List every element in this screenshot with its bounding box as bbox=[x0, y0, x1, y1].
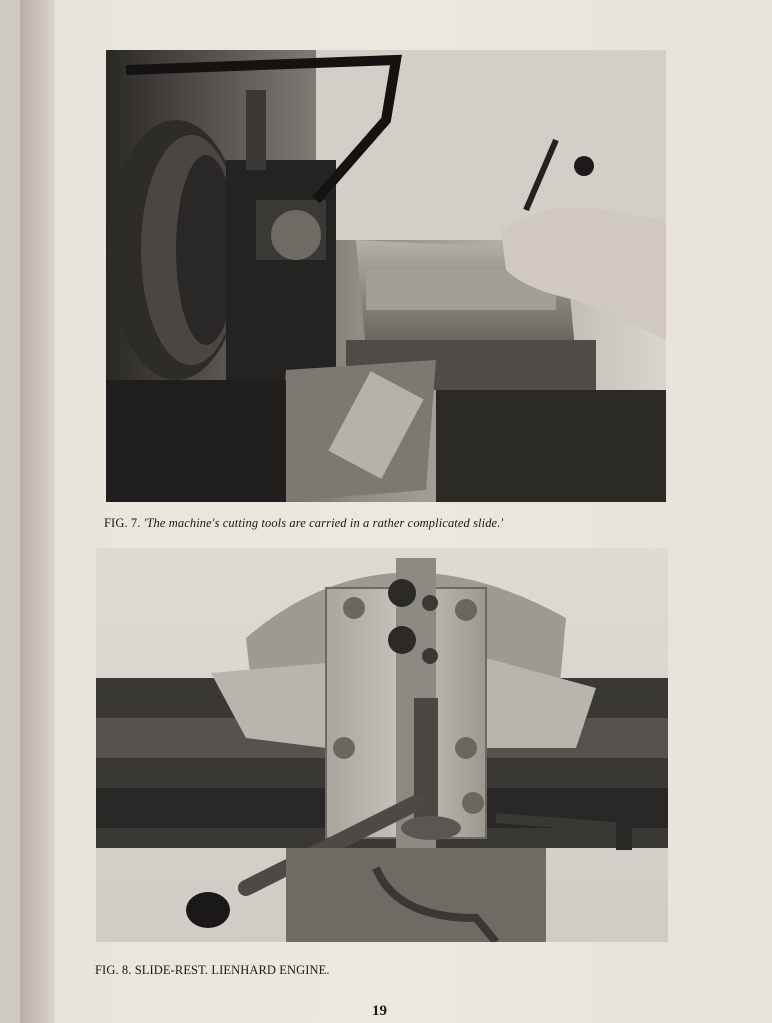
figure-7-photo bbox=[106, 50, 666, 502]
lathe-slide-photo bbox=[106, 50, 666, 502]
figure-8-caption-text: SLIDE-REST. LIENHARD ENGINE. bbox=[134, 963, 330, 977]
figure-7-caption bbox=[104, 516, 503, 531]
figure-8-caption bbox=[95, 963, 330, 978]
figure-7-caption-text: 'The machine's cutting tools are carried in a rather complicated slide.' bbox=[143, 516, 504, 530]
figure-8-label: FIG. 8. bbox=[95, 963, 132, 977]
spine-shadow bbox=[20, 0, 54, 1023]
slide-rest-photo bbox=[96, 548, 668, 942]
figure-7-label: FIG. 7. bbox=[104, 516, 141, 530]
figure-8-photo bbox=[96, 548, 668, 942]
page-number: 19 bbox=[372, 1003, 387, 1019]
